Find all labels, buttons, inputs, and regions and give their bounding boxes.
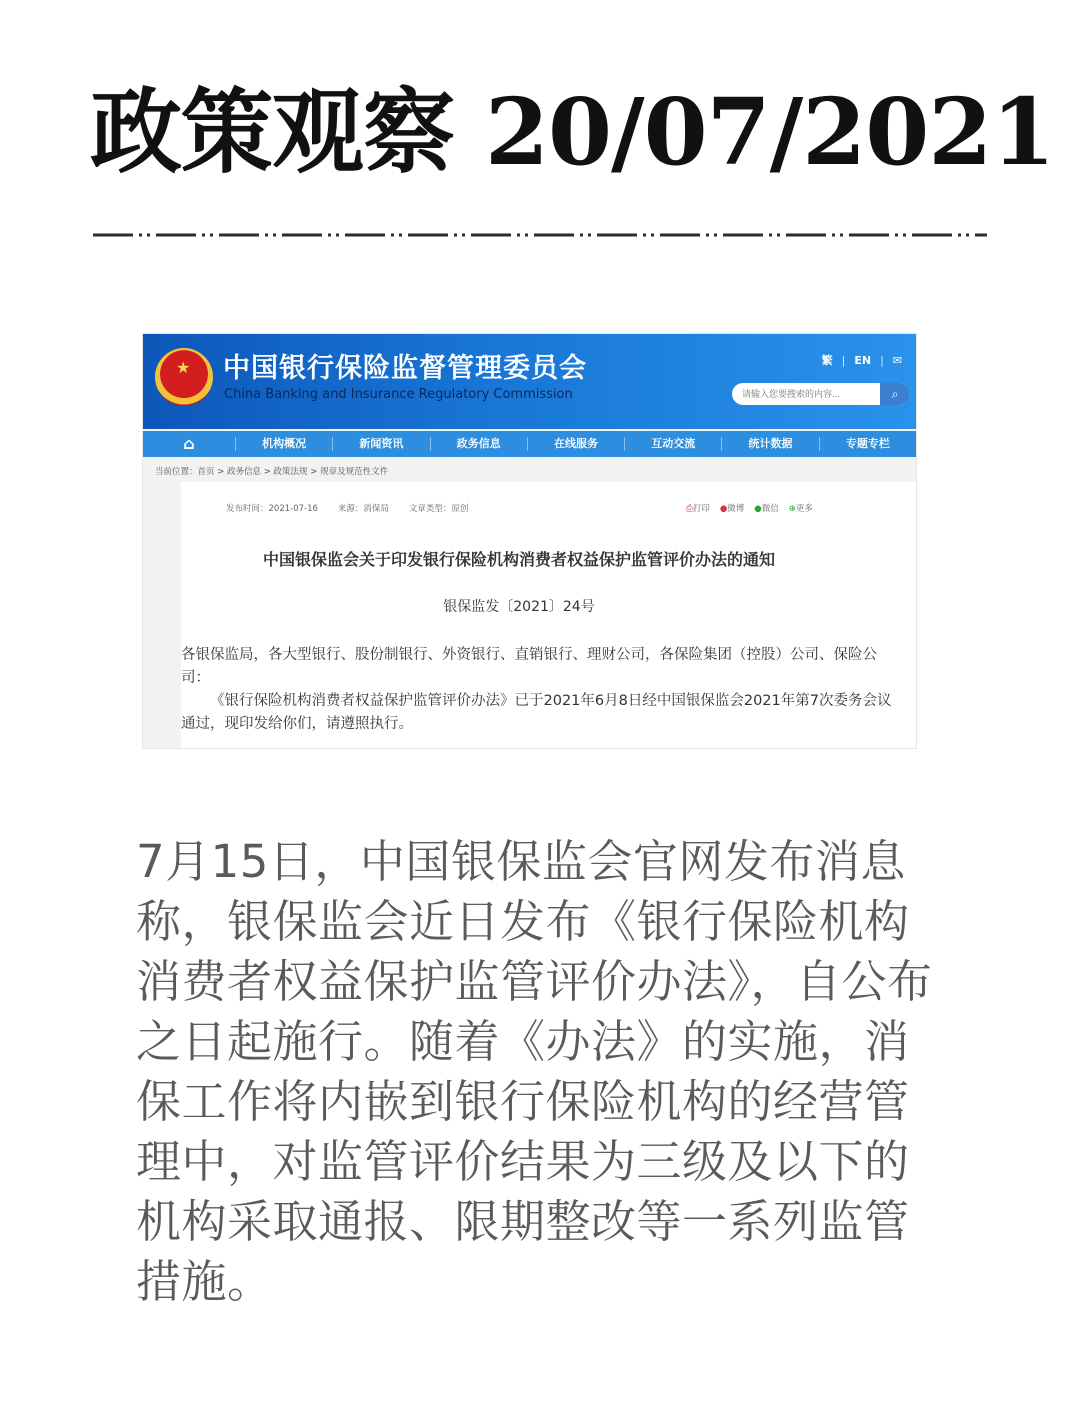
article-meta [226, 502, 468, 514]
lang-traditional-link[interactable]: 繁 [821, 354, 833, 367]
wechat-share-button[interactable] [754, 502, 778, 514]
article-type: 文章类型：原创 [408, 504, 469, 514]
site-search [732, 383, 910, 405]
body-paragraph: 7月15日，中国银保监会官网发布消息称，银保监会近日发布《银行保险机构消费者权益保护监管评价办法》，自公布之日起施行。随着《办法》的实施，消保工作将内嵌到银行保险机构的经营管理中，对监管评价结果为三级及以下的机构采取通报、限期整改等一系列监管措施。 [136, 835, 933, 1308]
wechat-icon: ● [754, 504, 762, 514]
more-label: 更多 [795, 504, 813, 514]
document-body [181, 644, 893, 736]
national-emblem-icon: ★ [155, 348, 213, 406]
site-banner [143, 334, 916, 429]
nav-item-statistics[interactable]: 统计数据 [721, 437, 818, 451]
document-title: 中国银保监会关于印发银行保险机构消费者权益保护监管评价办法的通知 [262, 550, 775, 569]
home-icon[interactable]: ⌂ [183, 434, 195, 453]
weibo-icon: ● [719, 504, 728, 514]
lang-separator: | [841, 353, 846, 367]
search-icon[interactable]: ⌕ [880, 383, 910, 405]
embedded-screenshot [143, 334, 916, 748]
weibo-label: 微博 [727, 504, 745, 514]
site-title-en: China Banking and Insurance Regulatory Commission [224, 387, 573, 402]
document-recipients: 各银保监局，各大型银行、股份制银行、外资银行、直销银行、理财公司，各保险集团（控股）公司、保险公司： [181, 647, 877, 686]
lang-separator: | [880, 353, 884, 367]
main-nav [143, 431, 916, 457]
nav-item-news[interactable]: 新闻资讯 [332, 437, 429, 451]
article-source: 来源：消保局 [337, 504, 389, 514]
page-headline: 政策观察 20/07/2021 [90, 78, 1055, 186]
share-bar [686, 502, 813, 514]
nav-item-govinfo[interactable]: 政务信息 [430, 437, 527, 451]
nav-item-interaction[interactable]: 互动交流 [624, 437, 721, 451]
publish-time: 发布时间：2021-07-16 [226, 504, 318, 514]
print-button[interactable] [686, 502, 710, 514]
dashed-divider [93, 231, 987, 239]
document-number: 银保监发〔2021〕24号 [443, 599, 595, 615]
site-title-cn: 中国银行保险监督管理委员会 [223, 353, 587, 384]
mail-icon[interactable]: ✉ [892, 353, 902, 367]
print-label: 打印 [692, 504, 710, 514]
language-links [822, 352, 902, 368]
lang-english-link[interactable]: EN [854, 353, 872, 367]
nav-item-about[interactable]: 机构概况 [235, 437, 332, 451]
nav-item-online-services[interactable]: 在线服务 [527, 437, 624, 451]
breadcrumb: 当前位置：首页 > 政务信息 > 政策法规 > 规章及规范性文件 [155, 467, 389, 477]
search-input[interactable] [732, 383, 882, 405]
article-panel [181, 482, 916, 748]
print-icon: ⎙ [686, 504, 693, 514]
more-share-button[interactable] [789, 502, 813, 514]
weibo-share-button[interactable] [720, 502, 744, 514]
nav-item-topics[interactable]: 专题专栏 [819, 437, 916, 451]
wechat-label: 微信 [761, 504, 779, 514]
document-text: 《银行保险机构消费者权益保护监管评价办法》已于2021年6月8日经中国银保监会2021年第7次委务会议通过，现印发给你们，请遵照执行。 [181, 693, 892, 732]
more-icon: ⊕ [788, 504, 796, 514]
